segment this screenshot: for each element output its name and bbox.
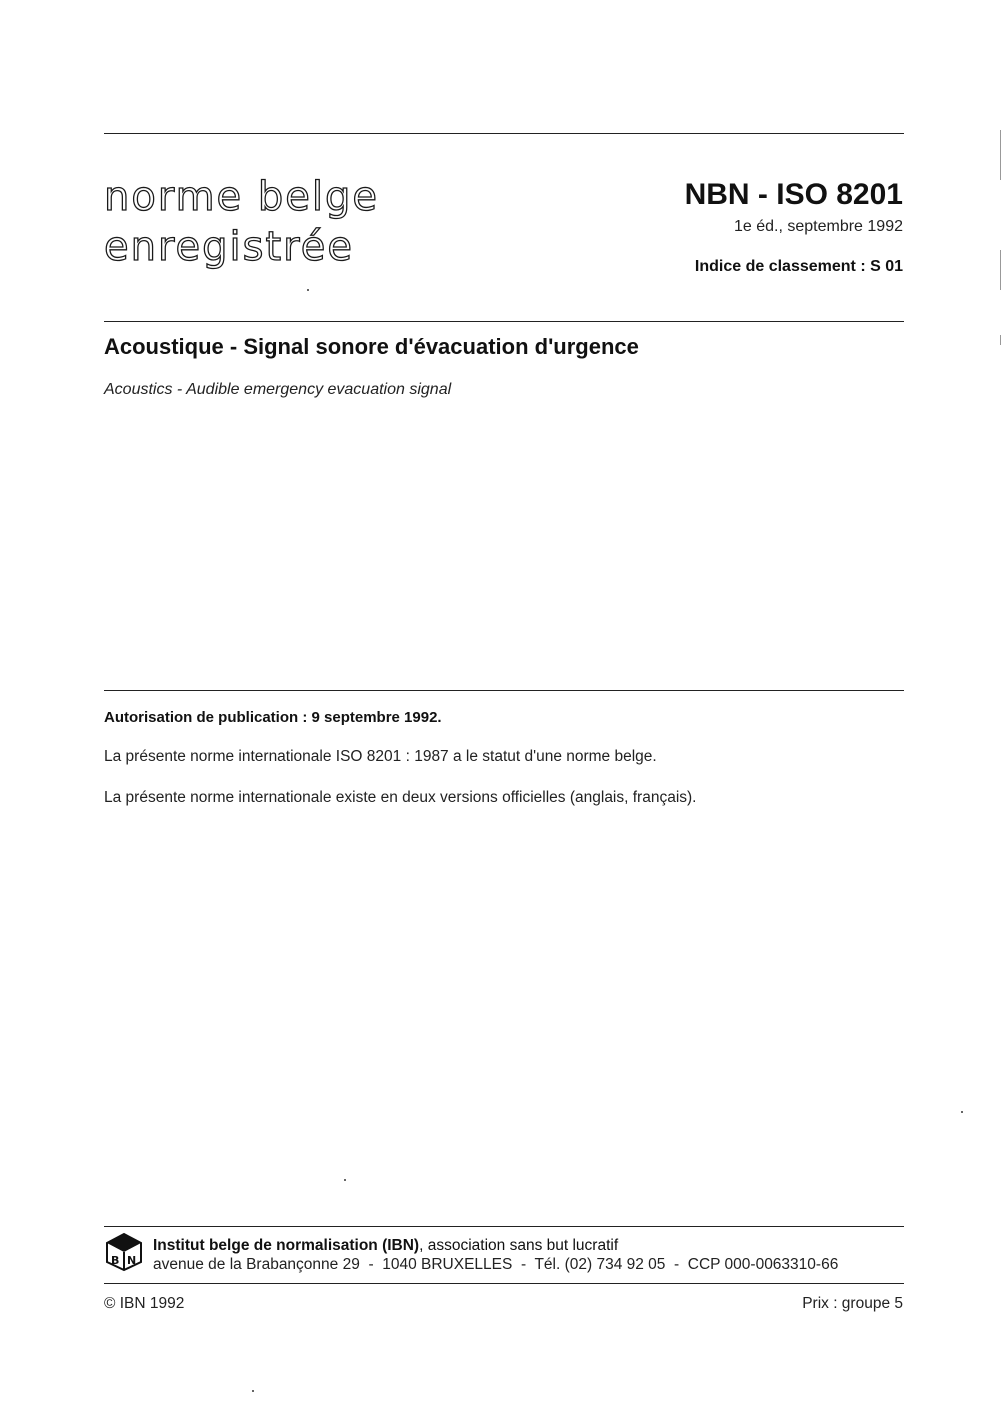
versions-paragraph: La présente norme internationale existe en deux versions officielles (anglais, français). [104, 789, 697, 806]
margin-mark [1000, 250, 1001, 290]
standard-code: NBN - ISO 8201 [684, 178, 903, 211]
copyright: © IBN 1992 [104, 1295, 185, 1312]
ibn-logo-icon [104, 1232, 144, 1272]
edition-date: 1e éd., septembre 1992 [733, 218, 903, 235]
classification-index: Indice de classement : S 01 [694, 258, 903, 275]
organization-line [153, 1237, 618, 1255]
middle-rule [104, 690, 904, 691]
organization-name: Institut belge de normalisation (IBN) [153, 1237, 420, 1254]
svg-text:N: N [127, 1254, 137, 1267]
margin-mark [1000, 130, 1001, 180]
organization-address: avenue de la Brabançonne 29 - 1040 BRUXELLES - Tél. (02) 734 92 05 - CCP 000-0063310-66 [153, 1256, 839, 1273]
top-rule [104, 133, 904, 134]
svg-text:B: B [111, 1254, 120, 1267]
organization-suffix: , association sans but lucratif [419, 1237, 619, 1254]
header-rule [104, 321, 904, 322]
series-title-line2: enregistrée [104, 224, 354, 270]
scan-speck [252, 1390, 254, 1392]
title-english: Acoustics - Audible emergency evacuation signal [104, 381, 452, 398]
bottom-rule [104, 1283, 904, 1284]
margin-mark [1000, 335, 1001, 345]
price-group: Prix : groupe 5 [802, 1295, 903, 1312]
footer-rule [104, 1226, 904, 1227]
status-paragraph: La présente norme internationale ISO 8201 : 1987 a le statut d'une norme belge. [104, 748, 657, 765]
scan-speck [961, 1111, 963, 1113]
title-french: Acoustique - Signal sonore d'évacuation d'urgence [104, 334, 639, 359]
series-title-line1: norme belge [104, 174, 379, 220]
authorization-line: Autorisation de publication : 9 septembre 1992. [104, 709, 442, 726]
scan-speck [307, 289, 309, 291]
scan-speck [344, 1179, 346, 1181]
